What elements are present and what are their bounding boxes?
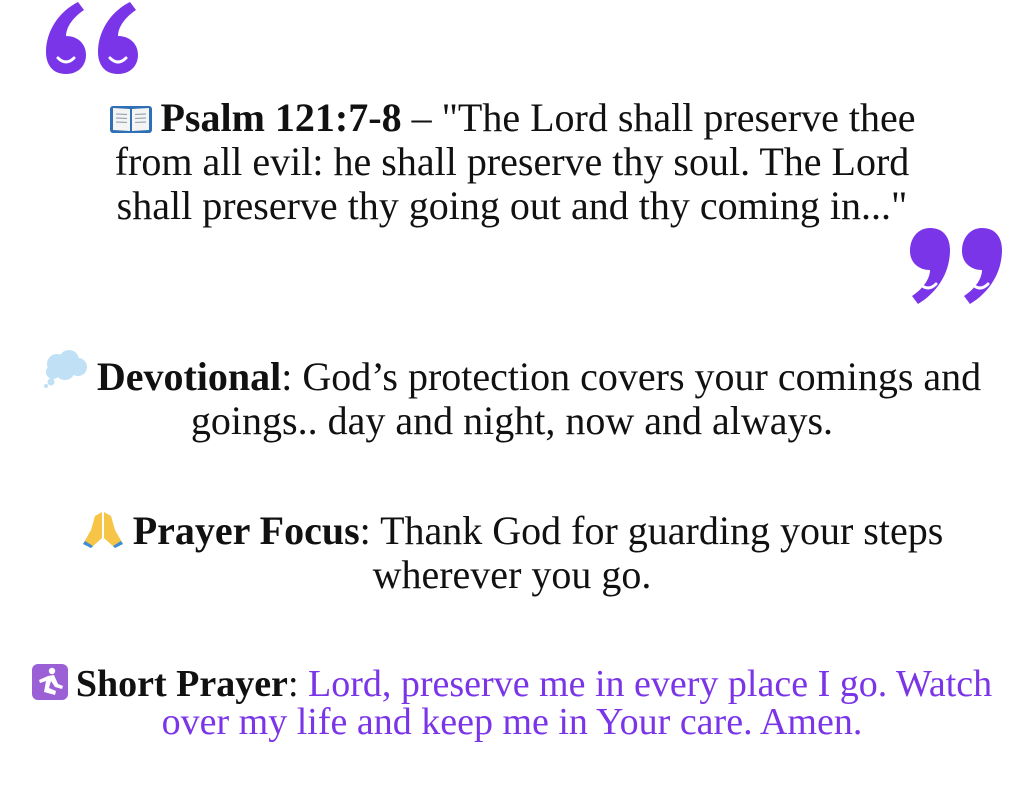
devotional-text: : God’s protection covers your comings and goings.. day and night, now and always. xyxy=(190,354,982,443)
prayer-focus-label: Prayer Focus xyxy=(132,508,360,553)
devotional-block xyxy=(30,350,994,443)
prayer-focus-text: : Thank God for guarding your steps wherever you go. xyxy=(359,508,944,597)
short-prayer-colon: : xyxy=(287,663,308,705)
opening-quote-icon xyxy=(44,0,144,74)
scripture-block xyxy=(30,96,994,228)
place-of-worship-icon xyxy=(32,664,68,700)
scripture-reference: Psalm 121:7-8 xyxy=(160,95,402,140)
devotional-label: Devotional xyxy=(96,354,282,399)
scripture-text: "The Lord shall preserve thee from all evil: he shall preserve thy soul. The Lord shall preserve thy going out and thy coming in..." xyxy=(114,95,916,228)
praying-hands-icon xyxy=(81,508,125,550)
short-prayer-text: Lord, preserve me in every place I go. Watch over my life and keep me in Your care. Amen. xyxy=(161,663,993,743)
prayer-focus-block xyxy=(30,508,994,597)
short-prayer-block xyxy=(30,664,994,741)
thought-bubble-icon xyxy=(43,350,89,388)
book-icon xyxy=(109,103,153,135)
short-prayer-label: Short Prayer xyxy=(75,663,288,705)
scripture-dash: – xyxy=(401,95,442,140)
closing-quote-icon xyxy=(904,226,1004,306)
